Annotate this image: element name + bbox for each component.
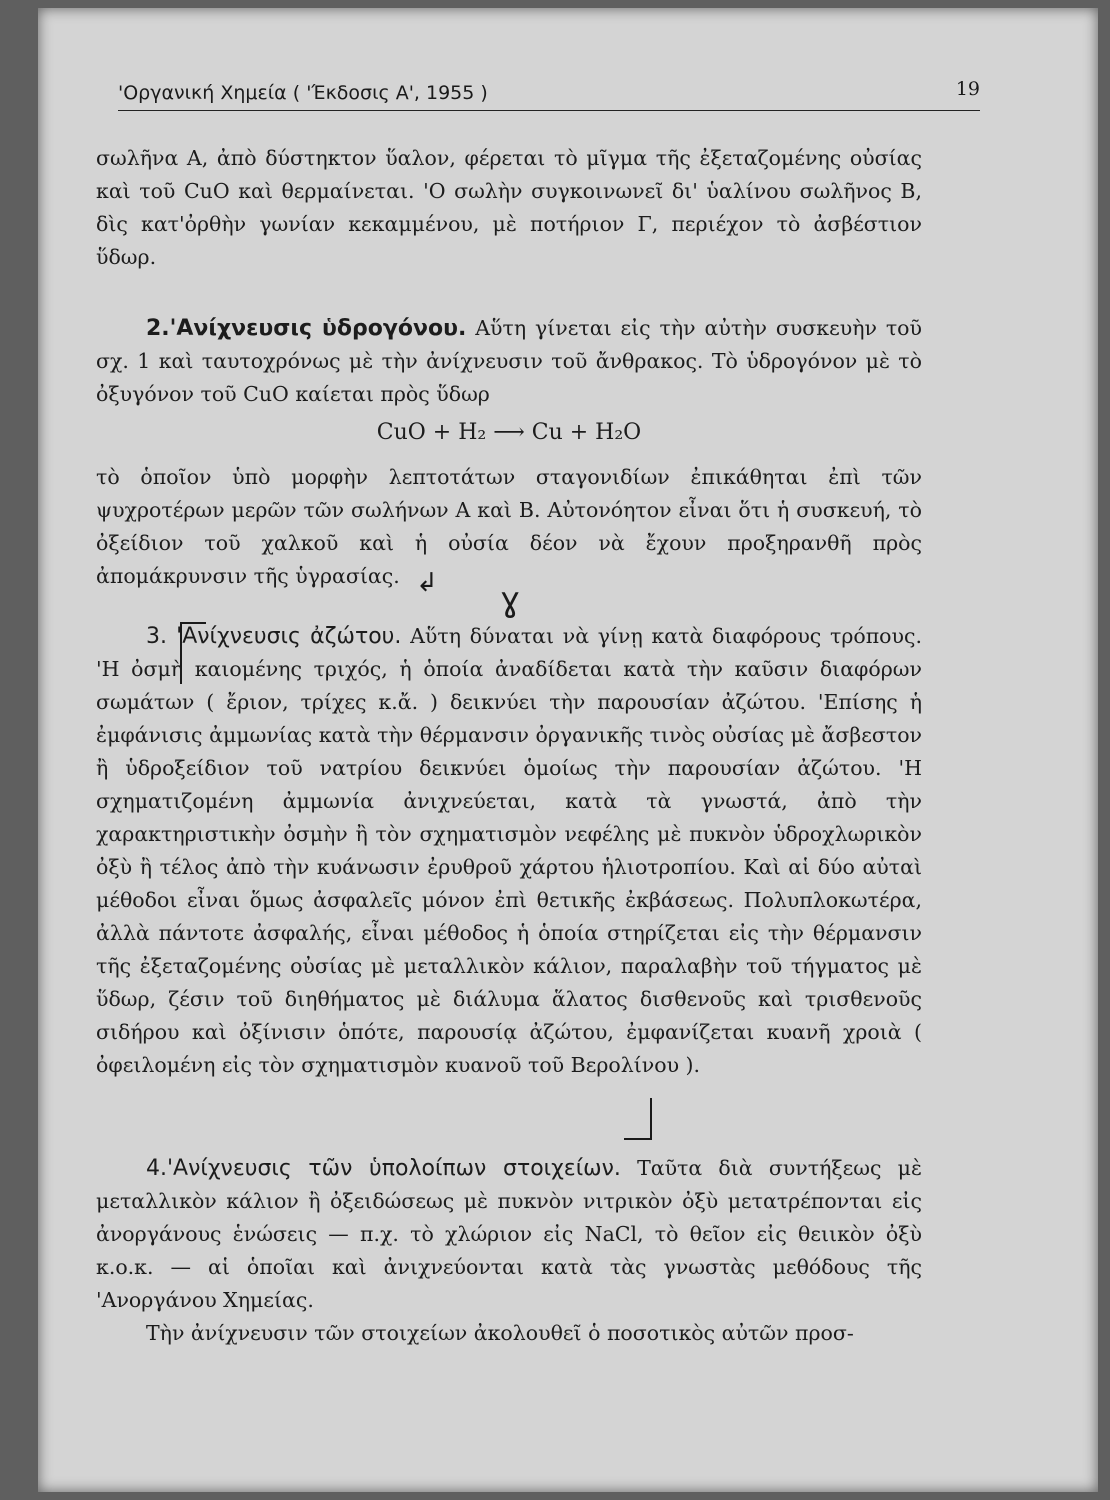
running-header [118, 78, 980, 111]
section-heading-hydrogen: 2.'Ανίχνευσις ὑδρογόνου. [146, 316, 467, 341]
page-number: 19 [955, 78, 980, 100]
paragraph-1: σωλῆνα Α, ἀπὸ δύστηκτον ὕαλον, φέρεται τὸ μῖγμα τῆς ἐξεταζομένης οὐσίας καὶ τοῦ CuO καὶ θερμαίνεται. 'Ο σωλὴν συγκοινωνεῖ δι' ὑαλίνου σωλῆνος Β, δὶς κατ'ὀρθὴν γωνίαν κεκαμμένου, μὲ ποτήριον Γ, περιέχον τὸ ἀσβέστιον ὕδωρ. [96, 146, 922, 269]
paragraph-4-body: Ταῦτα διὰ συντήξεως μὲ μεταλλικὸν κάλιον ἢ ὀξειδώσεως μὲ πυκνὸν νιτρικὸν ὀξὺ μετατρέπονται εἰς ἀνοργάνους ἑνώσεις — π.χ. τὸ χλώριον εἰς NaCl, τὸ θεῖον εἰς θειικὸν ὀξὺ κ.ο.κ. — αἱ ὁποῖαι καὶ ἀνιχνεύονται κατὰ τὰς γνωστὰς μεθόδους τῆς 'Ανοργάνου Χημείας. [96, 1156, 922, 1312]
paragraph-3-body: Αὕτη δύναται νὰ γίνῃ κατὰ διαφόρους τρόπους. 'Η ὀσμὴ καιομένης τριχός, ἡ ὁποία ἀναδίδεται κατὰ τὴν καῦσιν διαφόρων σωμάτων ( ἔριον, τρίχες κ.ἄ. ) δεικνύει τὴν παρουσίαν ἀζώτου. 'Επίσης ἡ ἐμφάνισις ἀμμωνίας κατὰ τὴν θέρμανσιν ὀργανικῆς τινὸς οὐσίας μὲ ἄσβεστον ἢ ὑδροξείδιον τοῦ νατρίου δεικνύει ὁμοίως τὴν παρουσίαν ἀζώτου. 'Η σχηματιζομένη ἀμμωνία ἀνιχνεύεται, κατὰ τὰ γνωστά, ἀπὸ τὴν χαρακτηριστικὴν ὀσμὴν ἢ τὸν σχηματισμὸν νεφέλης μὲ πυκνὸν ὑδροχλωρικὸν ὀξὺ ἢ τέλος ἀπὸ τὴν κυάνωσιν ἐρυθροῦ χάρτου ἡλιοτροπίου. Καὶ αἱ δύο αὐταὶ μέθοδοι εἶναι ὅμως ἀσφαλεῖς μόνον ἐπὶ θετικῆς ἐκβάσεως. Πολυπλοκωτέρα, ἀλλὰ πάντοτε ἀσφαλής, εἶναι μέθοδος ἡ ὁποία στηρίζεται εἰς τὴν θέρμανσιν τῆς ἐξεταζομένης οὐσίας μὲ μεταλλικὸν κάλιον, παραλαβὴν τοῦ τήγματος μὲ ὕδωρ, ζέσιν τοῦ διηθήματος μὲ διάλυμα ἅλατος δισθενοῦς καὶ τρισθενοῦς σιδήρου καὶ ὀξίνισιν ὁπότε, παρουσίᾳ ἀζώτου, ἐμφανίζεται κυανῆ χροιὰ ( ὀφειλομένη εἰς τὸν σχηματισμὸν κυανοῦ τοῦ Βερολίνου ). [96, 624, 922, 1077]
section-heading-nitrogen: 3. 'Ανίχνευσις ἀζώτου. [146, 624, 402, 649]
paragraph-2-continued: τὸ ὁποῖον ὑπὸ μορφὴν λεπτοτάτων σταγονιδίων ἐπικάθηται ἐπὶ τῶν ψυχροτέρων μερῶν τῶν σωλήνων Α καὶ Β. Αὐτονόητον εἶναι ὅτι ἡ συσκευή, τὸ ὀξείδιον τοῦ χαλκοῦ καὶ ἡ οὐσία δέον νὰ ἔχουν προξηρανθῆ πρὸς ἀπομάκρυνσιν τῆς ὑγρασίας. [96, 465, 922, 588]
handwritten-check-mark: ↲ [416, 568, 438, 598]
paragraph-3 [96, 620, 922, 1082]
paragraph-5: Τὴν ἀνίχνευσιν τῶν στοιχείων ἀκολουθεῖ ὁ ποσοτικὸς αὐτῶν προσ- [146, 1321, 854, 1345]
header-title: 'Οργανική Χημεία ( 'Έκδοσις Α', 1955 ) [118, 82, 488, 104]
handwritten-bracket-close [624, 1098, 652, 1140]
handwritten-scribble-mark: ɣ [500, 580, 521, 620]
paragraph-4 [96, 1152, 922, 1317]
chemical-equation: CuO + H₂ ⟶ Cu + H₂O [376, 420, 642, 445]
paragraph-2 [96, 312, 922, 411]
paragraph-2-body: Αὕτη γίνεται εἰς τὴν αὐτὴν συσκευὴν τοῦ σχ. 1 καὶ ταυτοχρόνως μὲ τὴν ἀνίχνευσιν τοῦ ἄνθρακος. Τὸ ὑδρογόνον μὲ τὸ ὀξυγόνον τοῦ CuO καίεται πρὸς ὕδωρ [96, 316, 922, 406]
section-heading-other-elements: 4.'Ανίχνευσις τῶν ὑπολοίπων στοιχείων. [146, 1156, 621, 1181]
